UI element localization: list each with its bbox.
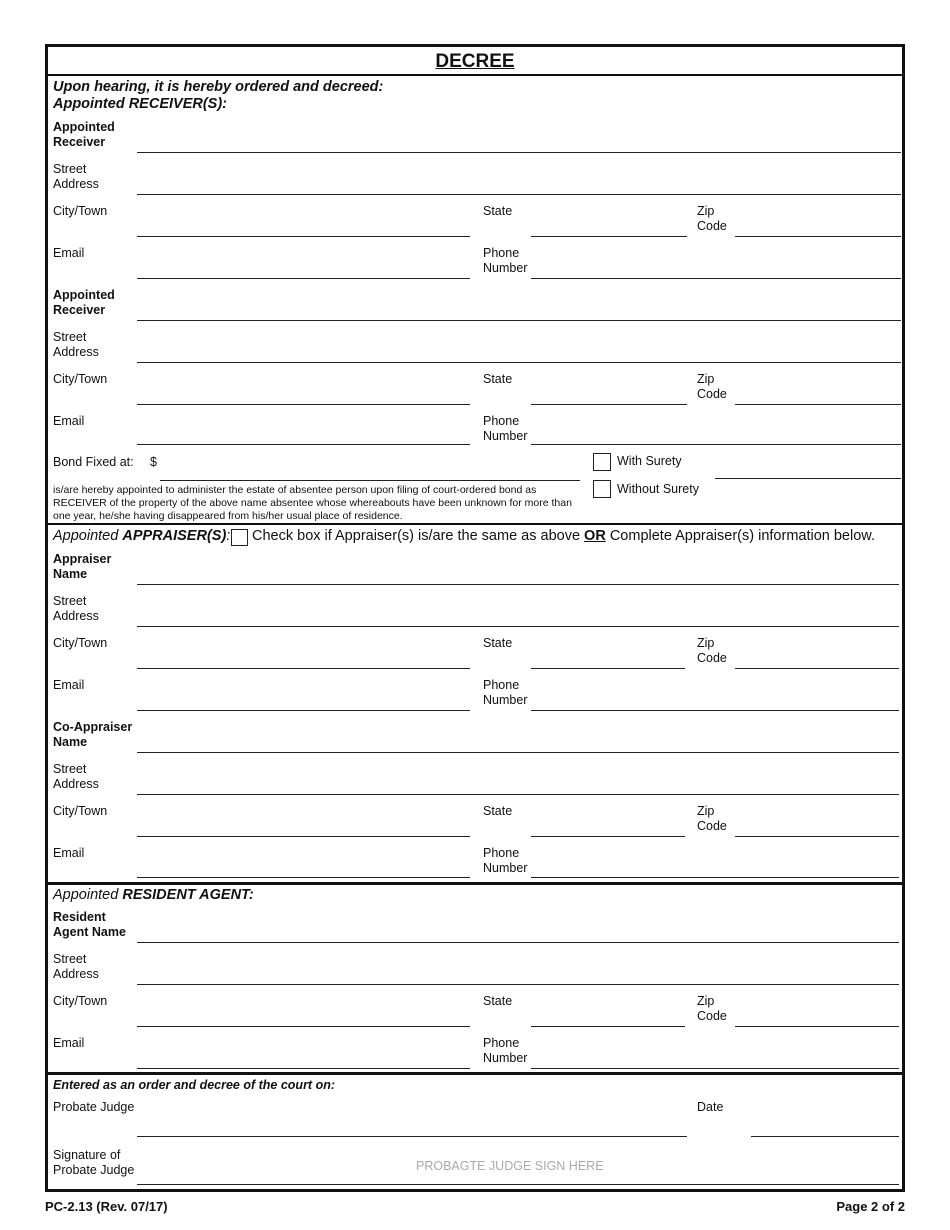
page-title: DECREE	[435, 51, 515, 72]
appraisers-heading-prefix: Appointed	[53, 528, 119, 544]
appraiser-phone-field[interactable]	[531, 710, 899, 711]
receiver-1-street-field[interactable]	[137, 194, 901, 195]
with-surety-label: With Surety	[617, 454, 682, 468]
receiver-1-label: Appointed Receiver	[53, 120, 115, 149]
resident-agent-city-field[interactable]	[137, 1026, 470, 1027]
resident-agent-state-label: State	[483, 994, 513, 1008]
appraiser-street-field[interactable]	[137, 626, 899, 627]
resident-agent-name-label: Resident Agent Name	[53, 910, 126, 939]
coappraiser-street-label: Street Address	[53, 762, 99, 791]
signature-field[interactable]	[137, 1184, 899, 1185]
resident-agent-zip-field[interactable]	[735, 1026, 899, 1027]
appraiser-state-field[interactable]	[531, 668, 685, 669]
receiver-1-email-label: Email	[53, 246, 85, 260]
receiver-1-zip-label: Zip Code	[697, 204, 727, 233]
bond-currency: $	[150, 455, 157, 469]
receiver-2-phone-label: Phone Number	[483, 414, 528, 443]
bond-amount-field[interactable]	[160, 480, 580, 481]
coappraiser-name-label: Co-Appraiser Name	[53, 720, 133, 749]
resident-agent-name-field[interactable]	[137, 942, 899, 943]
resident-agent-street-field[interactable]	[137, 984, 899, 985]
receiver-2-street-field[interactable]	[137, 362, 901, 363]
divider	[48, 1072, 902, 1075]
coappraiser-city-field[interactable]	[137, 836, 470, 837]
resident-agent-heading	[53, 887, 254, 904]
appraisers-heading	[53, 528, 230, 545]
date-field[interactable]	[751, 1136, 899, 1137]
resident-agent-zip-label: Zip Code	[697, 994, 727, 1023]
without-surety-label: Without Surety	[617, 482, 699, 496]
receiver-1-state-field[interactable]	[531, 236, 687, 237]
resident-agent-street-label: Street Address	[53, 952, 99, 981]
same-as-above-text	[252, 528, 875, 545]
coappraiser-zip-label: Zip Code	[697, 804, 727, 833]
appraiser-city-label: City/Town	[53, 636, 108, 650]
date-label: Date	[697, 1100, 724, 1114]
divider	[48, 74, 902, 76]
appraiser-zip-field[interactable]	[735, 668, 899, 669]
without-surety-checkbox[interactable]	[593, 480, 611, 498]
receiver-2-zip-field[interactable]	[735, 404, 901, 405]
probate-judge-label: Probate Judge	[53, 1100, 135, 1114]
coappraiser-phone-label: Phone Number	[483, 846, 528, 875]
receiver-1-email-field[interactable]	[137, 278, 470, 279]
resident-agent-phone-field[interactable]	[531, 1068, 899, 1069]
bond-label: Bond Fixed at:	[53, 455, 134, 469]
same-as-above-text-pre: Check box if Appraiser(s) is/are the same as above	[252, 528, 581, 544]
receiver-1-zip-field[interactable]	[735, 236, 901, 237]
appraiser-city-field[interactable]	[137, 668, 470, 669]
coappraiser-street-field[interactable]	[137, 794, 899, 795]
appraiser-phone-label: Phone Number	[483, 678, 528, 707]
bond-text: is/are hereby appointed to administer the estate of absentee person upon filing of court-ordered bond as RECEIVER of the property of the above name absentee whose whereabouts have been unknown for more than one year, he/she having disappeared from his/her usual place of residence.	[53, 484, 572, 522]
resident-agent-email-field[interactable]	[137, 1068, 470, 1069]
order-heading: Entered as an order and decree of the court on:	[53, 1078, 336, 1092]
receiver-1-phone-field[interactable]	[531, 278, 901, 279]
receiver-2-label: Appointed Receiver	[53, 288, 115, 317]
same-as-above-checkbox[interactable]	[231, 529, 248, 546]
receiver-2-name-field[interactable]	[137, 320, 901, 321]
intro-text: Upon hearing, it is hereby ordered and decreed:	[53, 79, 384, 95]
coappraiser-state-label: State	[483, 804, 513, 818]
page-number: Page 2 of 2	[836, 1199, 905, 1214]
probate-judge-field[interactable]	[137, 1136, 687, 1137]
receiver-2-zip-label: Zip Code	[697, 372, 727, 401]
receiver-2-street-label: Street Address	[53, 330, 99, 359]
signature-label: Signature of Probate Judge	[53, 1148, 135, 1177]
appraiser-email-label: Email	[53, 678, 85, 692]
receiver-2-state-field[interactable]	[531, 404, 687, 405]
appraiser-name-label: Appraiser Name	[53, 552, 112, 581]
with-surety-checkbox[interactable]	[593, 453, 611, 471]
resident-agent-city-label: City/Town	[53, 994, 108, 1008]
signature-placeholder: PROBAGTE JUDGE SIGN HERE	[416, 1159, 604, 1173]
coappraiser-name-field[interactable]	[137, 752, 899, 753]
receiver-1-phone-label: Phone Number	[483, 246, 528, 275]
form-id: PC-2.13 (Rev. 07/17)	[45, 1199, 168, 1214]
decree-form	[45, 44, 905, 1192]
same-as-above-text-post: Complete Appraiser(s) information below.	[609, 528, 875, 544]
coappraiser-phone-field[interactable]	[531, 877, 899, 878]
receiver-2-email-field[interactable]	[137, 444, 470, 445]
coappraiser-city-label: City/Town	[53, 804, 108, 818]
appraiser-street-label: Street Address	[53, 594, 99, 623]
appraiser-name-field[interactable]	[137, 584, 899, 585]
receiver-2-state-label: State	[483, 372, 513, 386]
same-as-above-text-or: OR	[584, 528, 606, 544]
receiver-1-street-label: Street Address	[53, 162, 99, 191]
receiver-1-city-field[interactable]	[137, 236, 470, 237]
receiver-2-phone-field[interactable]	[531, 444, 901, 445]
appraisers-heading-bold: APPRAISER(S)	[122, 528, 227, 544]
resident-agent-heading-bold: RESIDENT AGENT:	[122, 887, 254, 903]
receivers-heading: Appointed RECEIVER(S):	[53, 96, 227, 112]
divider	[48, 882, 902, 885]
with-surety-field[interactable]	[715, 478, 901, 479]
resident-agent-phone-label: Phone Number	[483, 1036, 528, 1065]
coappraiser-zip-field[interactable]	[735, 836, 899, 837]
resident-agent-state-field[interactable]	[531, 1026, 685, 1027]
coappraiser-email-label: Email	[53, 846, 85, 860]
receiver-2-city-label: City/Town	[53, 372, 108, 386]
receiver-2-email-label: Email	[53, 414, 85, 428]
coappraiser-state-field[interactable]	[531, 836, 685, 837]
receiver-1-city-label: City/Town	[53, 204, 108, 218]
divider	[48, 523, 902, 525]
receiver-1-name-field[interactable]	[137, 152, 901, 153]
receiver-2-city-field[interactable]	[137, 404, 470, 405]
resident-agent-email-label: Email	[53, 1036, 85, 1050]
coappraiser-email-field[interactable]	[137, 877, 470, 878]
appraiser-state-label: State	[483, 636, 513, 650]
appraiser-zip-label: Zip Code	[697, 636, 727, 665]
receiver-1-state-label: State	[483, 204, 513, 218]
appraisers-heading-colon: :	[226, 528, 231, 544]
appraiser-email-field[interactable]	[137, 710, 470, 711]
resident-agent-heading-prefix: Appointed	[53, 887, 119, 903]
